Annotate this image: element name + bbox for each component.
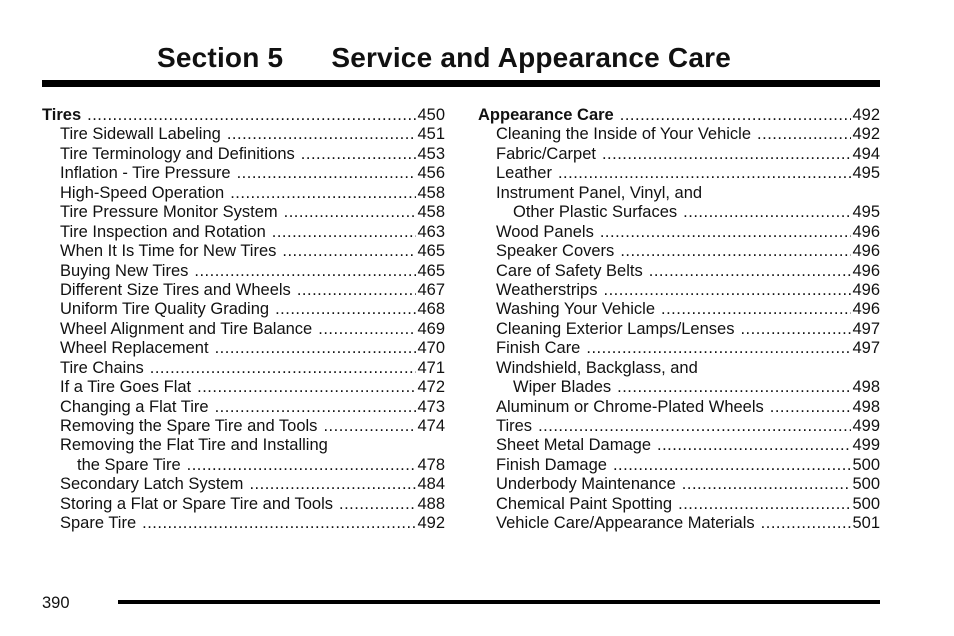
toc-entry-label: Weatherstrips [496, 280, 598, 299]
toc-entry-label: Cleaning the Inside of Your Vehicle [496, 125, 752, 144]
toc-entry [478, 436, 880, 455]
toc-entry-label: When It Is Time for New Tires [60, 242, 277, 261]
dot-leader [620, 106, 852, 125]
toc-entry [478, 145, 880, 164]
toc-entry-label: Removing the Flat Tire and Installing [60, 436, 328, 455]
toc-entry [42, 223, 445, 242]
dot-leader [661, 300, 851, 319]
toc-entry-label: Vehicle Care/Appearance Materials [496, 514, 755, 533]
dot-leader [237, 164, 417, 183]
toc-right-column [478, 106, 880, 534]
toc-entry-page: 467 [417, 280, 445, 299]
toc-entry-label: Sheet Metal Damage [496, 436, 652, 455]
toc-entry [478, 456, 880, 475]
dot-leader [613, 456, 852, 475]
toc-entry [478, 164, 880, 183]
toc-entry-label: Tires [42, 106, 82, 124]
toc-entry-label: Wiper Blades [513, 378, 612, 397]
toc-entry-label: Wheel Replacement [60, 339, 209, 358]
toc-entry [42, 242, 445, 261]
toc-entry-page: 456 [417, 164, 445, 183]
toc-entry-page: 495 [852, 203, 880, 222]
toc-entry-label: Buying New Tires [60, 261, 189, 280]
toc-entry-page: 496 [852, 242, 880, 261]
dot-leader [227, 125, 417, 144]
toc-entry [478, 378, 880, 397]
toc-entry [42, 475, 445, 494]
bottom-rule [118, 600, 880, 604]
dot-leader [586, 339, 851, 358]
toc-entry-page: 470 [417, 339, 445, 358]
toc-entry-page: 458 [417, 203, 445, 222]
dot-leader [757, 125, 851, 144]
toc-entry-label: If a Tire Goes Flat [60, 378, 192, 397]
toc-entry-label: Speaker Covers [496, 242, 615, 261]
toc-entry-page: 469 [417, 319, 445, 338]
dot-leader [678, 495, 851, 514]
toc-entry-label: Inflation - Tire Pressure [60, 164, 231, 183]
toc-entry [478, 242, 880, 261]
toc-entry-page: 472 [417, 378, 445, 397]
toc-entry [42, 436, 445, 455]
toc-entry-page: 465 [417, 242, 445, 261]
toc-entry-page: 458 [417, 183, 445, 202]
dot-leader [194, 262, 416, 281]
dot-leader [682, 475, 852, 494]
toc-entry [42, 359, 445, 378]
dot-leader [649, 262, 852, 281]
dot-leader [284, 203, 417, 222]
toc-entry [42, 184, 445, 203]
toc-entry-page: 498 [852, 378, 880, 397]
toc-entry-label: High-Speed Operation [60, 183, 225, 202]
toc-entry [42, 300, 445, 319]
dot-leader [603, 281, 851, 300]
dot-leader [230, 184, 416, 203]
toc-entry-page: 497 [852, 339, 880, 358]
toc-entry-page: 492 [852, 125, 880, 144]
toc-entry-label: Secondary Latch System [60, 475, 244, 494]
dot-leader [617, 378, 851, 397]
dot-leader [297, 281, 417, 300]
toc-entry [42, 495, 445, 514]
toc-heading-entry [478, 106, 880, 125]
toc-entry-page: 496 [852, 261, 880, 280]
toc-entry [42, 262, 445, 281]
toc-entry-page: 499 [852, 417, 880, 435]
toc-entry [42, 456, 445, 475]
dot-leader [215, 339, 417, 358]
toc-entry-label: Instrument Panel, Vinyl, and [496, 183, 703, 202]
dot-leader [318, 320, 416, 339]
dot-leader [761, 514, 852, 533]
toc-entry [478, 398, 880, 417]
toc-entry [478, 417, 880, 436]
toc-entry-label: Tire Pressure Monitor System [60, 203, 278, 222]
toc-entry-label: Removing the Spare Tire and Tools [60, 417, 318, 435]
toc-entry [42, 281, 445, 300]
toc-entry [478, 262, 880, 281]
toc-entry-label: Different Size Tires and Wheels [60, 280, 291, 299]
toc-entry-page: 496 [852, 280, 880, 299]
toc-entry-label: Underbody Maintenance [496, 475, 676, 494]
toc-entry-page: 492 [417, 514, 445, 533]
toc-entry [478, 320, 880, 339]
toc-entry-page: 495 [852, 164, 880, 183]
toc-entry-label: Aluminum or Chrome-Plated Wheels [496, 397, 764, 416]
toc-entry-page: 499 [852, 436, 880, 455]
toc-entry [478, 495, 880, 514]
dot-leader [142, 514, 416, 533]
toc-entry-page: 453 [417, 144, 445, 163]
toc-entry-page: 465 [417, 261, 445, 280]
toc-entry-page: 450 [417, 106, 445, 124]
toc-entry-label: Tires [496, 417, 533, 435]
toc-entry [478, 359, 880, 378]
toc-entry-page: 478 [417, 455, 445, 474]
toc-entry-label: Storing a Flat or Spare Tire and Tools [60, 494, 334, 513]
toc-heading-entry [42, 106, 445, 125]
toc-entry-label: Spare Tire [60, 514, 137, 533]
toc-entry-label: Care of Safety Belts [496, 261, 643, 280]
toc-entry-label: Finish Care [496, 339, 581, 358]
toc-entry-page: 488 [417, 494, 445, 513]
section-word: Section [157, 42, 260, 73]
section-number: 5 [267, 42, 284, 73]
toc-entry [478, 125, 880, 144]
toc-entry [42, 339, 445, 358]
dot-leader [301, 145, 417, 164]
page-number: 390 [42, 594, 70, 612]
toc-entry-label: Leather [496, 164, 552, 183]
toc-entry-page: 471 [417, 358, 445, 377]
dot-leader [683, 203, 851, 222]
toc-left-column [42, 106, 445, 534]
toc-entry-page: 496 [852, 222, 880, 241]
toc-entry-label: Washing Your Vehicle [496, 300, 655, 319]
toc-entry-label: Tire Chains [60, 358, 144, 377]
toc-entry-page: 501 [852, 514, 880, 533]
toc-entry [478, 281, 880, 300]
toc-entry-page: 484 [417, 475, 445, 494]
toc-entry-label: Uniform Tire Quality Grading [60, 300, 270, 319]
toc-entry-label: Tire Terminology and Definitions [60, 144, 295, 163]
toc-entry-label: Cleaning Exterior Lamps/Lenses [496, 319, 735, 338]
toc-entry [42, 164, 445, 183]
section-heading [157, 42, 731, 74]
toc-entry-page: 463 [417, 222, 445, 241]
toc-entry-label: the Spare Tire [77, 455, 181, 474]
dot-leader [272, 223, 417, 242]
toc-entry-page: 498 [852, 397, 880, 416]
dot-leader [538, 417, 851, 436]
toc-entry-label: Wood Panels [496, 222, 594, 241]
toc-entry-label: Appearance Care [478, 106, 614, 124]
toc-entry-label: Fabric/Carpet [496, 144, 596, 163]
toc-entry [42, 398, 445, 417]
dot-leader [770, 398, 852, 417]
toc-entry-page: 496 [852, 300, 880, 319]
toc-entry-page: 500 [852, 494, 880, 513]
dot-leader [323, 417, 416, 436]
dot-leader [740, 320, 851, 339]
toc-entry-label: Windshield, Backglass, and [496, 358, 698, 377]
dot-leader [150, 359, 417, 378]
toc-entry-label: Tire Inspection and Rotation [60, 222, 266, 241]
dot-leader [87, 106, 416, 125]
toc-entry-page: 500 [852, 475, 880, 494]
dot-leader [187, 456, 417, 475]
toc-entry [478, 184, 880, 203]
toc-entry [478, 223, 880, 242]
dot-leader [215, 398, 417, 417]
toc-entry [478, 300, 880, 319]
dot-leader [558, 164, 852, 183]
toc-entry-page: 494 [852, 144, 880, 163]
toc-entry-label: Tire Sidewall Labeling [60, 125, 221, 144]
toc-entry-label: Wheel Alignment and Tire Balance [60, 319, 313, 338]
toc-entry-label: Other Plastic Surfaces [513, 203, 678, 222]
toc-entry [42, 320, 445, 339]
dot-leader [339, 495, 416, 514]
toc-entry-label: Finish Damage [496, 455, 607, 474]
toc-entry-page: 497 [852, 319, 880, 338]
toc-entry-page: 451 [417, 125, 445, 144]
dot-leader [602, 145, 852, 164]
toc-entry [478, 339, 880, 358]
dot-leader [249, 475, 416, 494]
dot-leader [600, 223, 852, 242]
top-rule [42, 80, 880, 87]
toc-entry [478, 475, 880, 494]
toc-entry [42, 417, 445, 436]
toc-entry-page: 500 [852, 455, 880, 474]
toc-entry [42, 514, 445, 533]
toc-entry-label: Chemical Paint Spotting [496, 494, 673, 513]
toc-entry [478, 514, 880, 533]
toc-entry-page: 473 [417, 397, 445, 416]
toc-entry-page: 468 [417, 300, 445, 319]
toc-entry [42, 378, 445, 397]
toc-entry [42, 203, 445, 222]
toc-entry [42, 125, 445, 144]
dot-leader [620, 242, 851, 261]
dot-leader [657, 436, 851, 455]
toc-entry-page: 492 [852, 106, 880, 124]
toc-entry-label: Changing a Flat Tire [60, 397, 209, 416]
dot-leader [275, 300, 416, 319]
section-title: Service and Appearance Care [331, 42, 731, 73]
toc-entry-page: 474 [417, 417, 445, 435]
dot-leader [282, 242, 416, 261]
dot-leader [197, 378, 416, 397]
toc-entry [478, 203, 880, 222]
toc-entry [42, 145, 445, 164]
